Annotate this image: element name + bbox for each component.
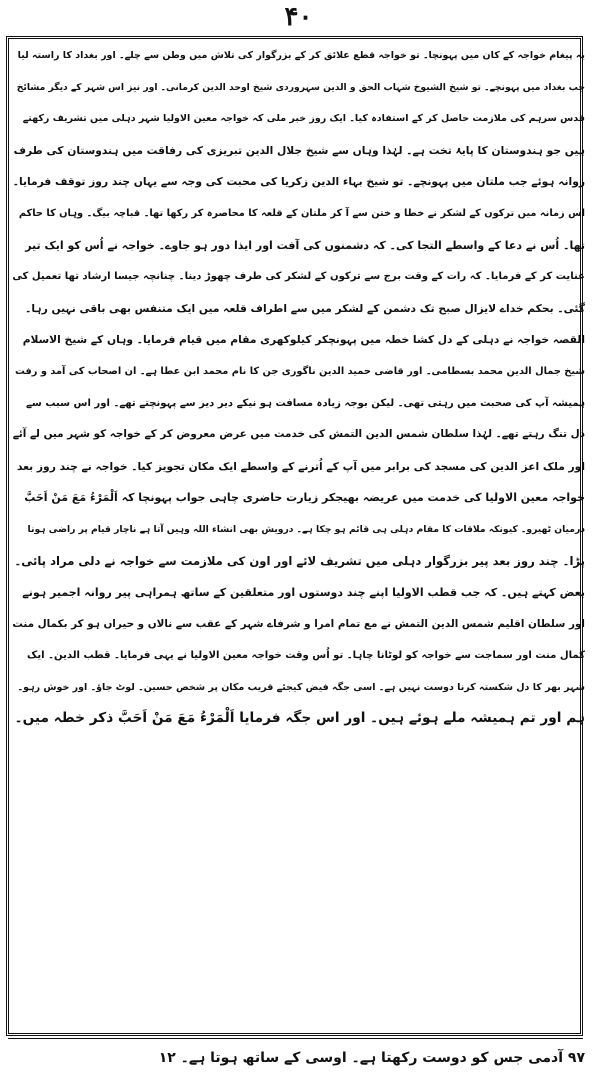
body-text bbox=[12, 40, 585, 1030]
text-line: جب بغداد میں پہونچے۔ تو شیخ الشیوخ شہاب الحق و الدین سہروردی شیخ اوحد الدین کرمانی۔ اور نیز اس شہر کے دیگر مشائخ bbox=[16, 81, 585, 93]
text-line: اس زمانہ میں ترکوں کے لشکر نے خطا و ختن سے آ کر ملتان کے قلعہ کا محاصرہ کر رکھا تھا۔ قباچہ بیگ۔ وہاں کا حاکم bbox=[18, 207, 585, 219]
text-line: روانہ ہوئے جب ملتان میں پہونچے۔ تو شیخ بہاء الدین زکریا کی محبت کی وجہ سے یہاں چند روز توقف فرمایا۔ bbox=[12, 175, 585, 189]
text-line: شیخ جمال الدین محمد بسطامی۔ اور قاضی حمید الدین ناگوری جن کا نام محمد ابن عطا ہے۔ ان اصحاب کی آمد و رفت bbox=[15, 365, 585, 377]
text-line: القصہ خواجہ نے دہلی کے دل کشا خطہ میں پہونچکر کیلوکھری مقام میں قیام فرمایا۔ وہاں کے شیخ الاسلام bbox=[22, 333, 585, 347]
text-line: اور ملک اعز الدین کی مسجد کی برابر میں آپ کے اُترنے کے واسطے ایک مکان تجویز کیا۔ خواجہ نے چند روز بعد bbox=[16, 459, 585, 473]
text-line: عنایت کر کے فرمایا۔ کہ رات کے وقت برج سے ترکوں کے لشکر کی طرف چھوڑ دینا۔ چنانچہ جیسا ارشاد تھا تعمیل کی bbox=[12, 271, 585, 283]
text-line: قدس سرہم کی ملازمت حاصل کر کے استفادہ کیا۔ ایک روز خبر ملی کہ خواجہ معین الاولیا شہر دہلی میں تشریف رکھتے bbox=[22, 113, 585, 125]
footnote: ۹۷ آدمی جس کو دوست رکھتا ہے۔ اوسی کے ساتھ ہوتا ہے۔ ۱۲ bbox=[158, 1050, 585, 1066]
text-line: ہم اور تم ہمیشہ ملے ہوئے ہیں۔ اور اس جگہ فرمایا اَلْمَرْءُ مَعَ مَنْ اَحَبَّ ذکر خطہ میں۔ bbox=[14, 710, 585, 727]
text-line: بعض کہتے ہیں۔ کہ جب قطب الاولیا اپنے چند دوستوں اور متعلقین کے ساتھ ہمراہی پیر روانہ اجمیر ہونے bbox=[22, 586, 585, 600]
text-line: دل تنگ رہتے تھے۔ لہٰذا سلطان شمس الدین التمش کی خدمت میں عرض معروض کر کے خواجہ کو شہر میں لے آئے bbox=[12, 428, 585, 441]
text-line: گئی۔ بحکم خداے لایزال صبح تک دشمن کے لشکر میں سے اطراف قلعہ میں ایک متنفس بھی باقی نہیں رہا۔ bbox=[25, 301, 585, 315]
page-number: ۴۰ bbox=[284, 2, 313, 32]
text-line: اور سلطان اقلیم شمس الدین التمش نے مع تمام امرا و شرفاے شہر کے عقب سے نالاں و حیراں ہو کر بکمال منت bbox=[12, 617, 585, 630]
text-line: کمال منت اور سماجت سے خواجہ کو لوٹانا چاہا۔ تو اُس وقت خواجہ معین الاولیا نے یہی فرمایا۔ قطب الدین۔ ایک bbox=[27, 650, 585, 662]
text-line: تھا۔ اُس نے دعا کے واسطے التجا کی۔ کہ دشمنوں کی آفت اور ایذا دور ہو جاوے۔ خواجہ نے اُس کو ایک تیر bbox=[25, 238, 585, 252]
text-line: یہ پیغام خواجہ کے کان میں پہونچا۔ تو خواجہ قطع علائق کر کے بزرگوار کی تلاش میں وطن سے چلے۔ اور بغداد کا راستہ لیا bbox=[17, 50, 585, 61]
text-line: شہر بھر کا دل شکستہ کرنا دوست نہیں ہے۔ اسی جگہ فیض کیجئے قریب مکان پر شخص حسین۔ لوٹ جاؤ۔ اور خوش رہو۔ bbox=[17, 681, 585, 693]
text-line: درمیان ٹھیرو۔ کیونکہ ملاقات کا مقام دہلی ہی قائم ہو چکا ہے۔ درویش بھی انشاء اللہ وہیں آتا ہے ناچار قیام پر راضی ہونا bbox=[27, 523, 585, 535]
text-line: پڑا۔ چند روز بعد پیر بزرگوار دہلی میں تشریف لائے اور اون کی ملازمت سے خواجہ نے دلی مراد پائی۔ bbox=[14, 553, 585, 568]
text-line: خواجہ معین الاولیا کی خدمت میں عریضہ بھیجکر زیارت حاضری چاہی جواب پہونچا کہ اَلْمَرْءُ مَعَ مَنْ اَحَبَّ bbox=[24, 491, 585, 505]
text-line: ہیں جو ہندوستان کا پایۂ تخت ہے۔ لہٰذا وہاں سے شیخ جلال الدین تبریزی کی رفاقت میں ہندوستان کی طرف bbox=[13, 143, 585, 157]
text-line: ہمیشہ آپ کی صحبت میں رہتی تھی۔ لیکن بوجہ زیادہ مسافت ہو نیکے دیر دیر سے پہونچتے تھے۔ اور اس سبب سے bbox=[26, 397, 585, 409]
footnote-divider bbox=[8, 1038, 583, 1039]
